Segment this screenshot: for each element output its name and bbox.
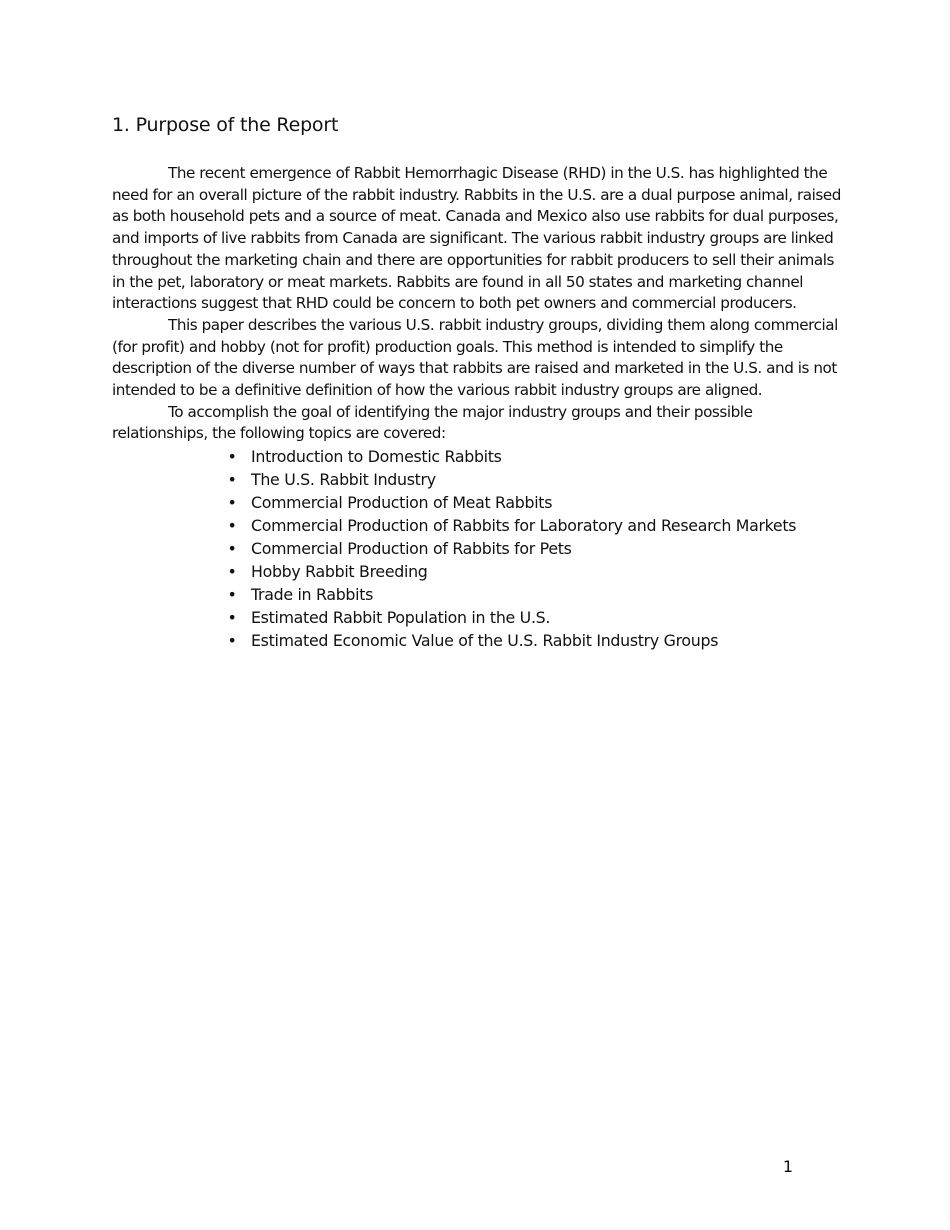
paragraph-method: This paper describes the various U.S. rabbit industry groups, dividing them along commercial (for profit) and hobby (not for profit) production goals. This method is intended to simplify the description of the diverse number of ways that rabbits are raised and marketed in the U.S. and is not intended to be a definitive definition of how the various rabbit industry groups are aligned. [112, 315, 838, 400]
topic-label: Trade in Rabbits [251, 585, 374, 605]
bullet-icon: • [227, 562, 237, 582]
topic-label: Estimated Economic Value of the U.S. Rabbit Industry Groups [251, 631, 719, 651]
bullet-icon: • [227, 631, 237, 651]
bullet-icon: • [227, 608, 237, 628]
topic-label: The U.S. Rabbit Industry [251, 470, 436, 490]
list-item [225, 583, 842, 606]
bullet-icon: • [227, 447, 237, 467]
topic-label: Commercial Production of Meat Rabbits [251, 493, 553, 513]
topic-label: Hobby Rabbit Breeding [251, 562, 428, 582]
paragraph-topics-intro: To accomplish the goal of identifying the major industry groups and their possible relationships, the following topics are covered: [112, 402, 753, 443]
list-item [225, 560, 842, 583]
topic-label: Commercial Production of Rabbits for Pets [251, 539, 572, 559]
topic-label: Estimated Rabbit Population in the U.S. [251, 608, 551, 628]
topic-label: Commercial Production of Rabbits for Laboratory and Research Markets [251, 516, 797, 536]
bullet-icon: • [227, 539, 237, 559]
bullet-icon: • [227, 585, 237, 605]
list-item [225, 606, 842, 629]
section-heading: 1. Purpose of the Report [112, 114, 339, 136]
topic-label: Introduction to Domestic Rabbits [251, 447, 502, 467]
section-body [112, 163, 842, 652]
list-item [225, 537, 842, 560]
list-item [225, 491, 842, 514]
list-item [225, 514, 842, 537]
bullet-icon: • [227, 493, 237, 513]
list-item [225, 629, 842, 652]
topics-list [112, 445, 842, 652]
paragraph-purpose: The recent emergence of Rabbit Hemorrhagic Disease (RHD) in the U.S. has highlighted the need for an overall picture of the rabbit industry. Rabbits in the U.S. are a dual purpose animal, raised as both household pets and a source of meat. Canada and Mexico also use rabbits for dual purposes, and imports of live rabbits from Canada are significant. The various rabbit industry groups are linked throughout the marketing chain and there are opportunities for rabbit producers to sell their animals in the pet, laboratory or meat markets. Rabbits are found in all 50 states and marketing channel interactions suggest that RHD could be concern to both pet owners and commercial producers. [112, 164, 841, 313]
page-number: 1 [782, 1157, 794, 1176]
bullet-icon: • [227, 516, 237, 536]
list-item [225, 468, 842, 491]
list-item [225, 445, 842, 468]
bullet-icon: • [227, 470, 237, 490]
